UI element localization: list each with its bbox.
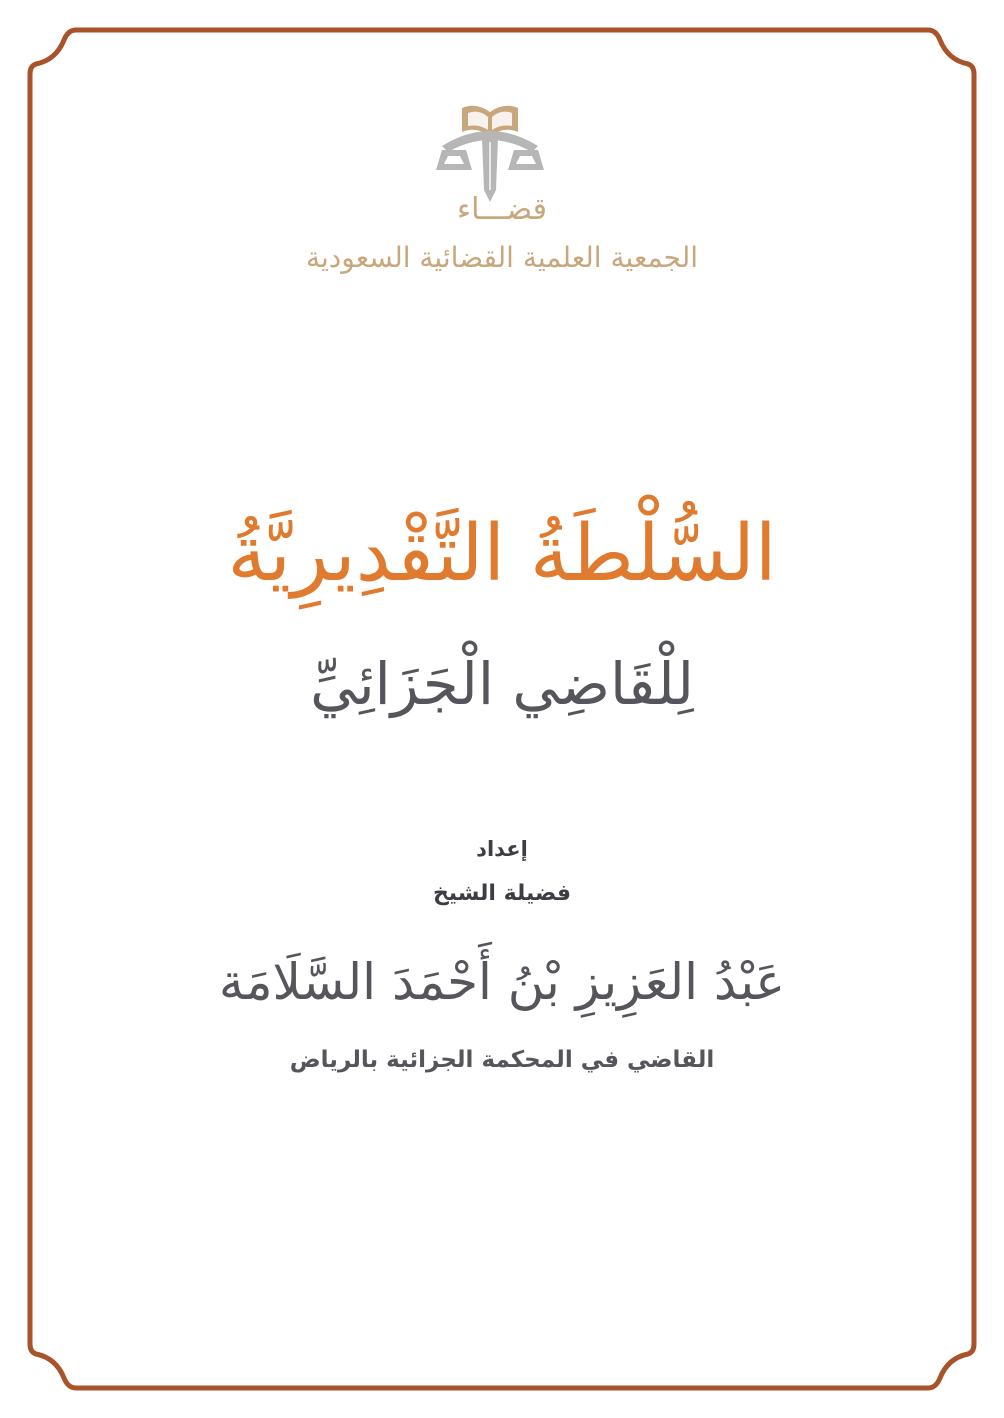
author-role: القاضي في المحكمة الجزائية بالرياض (289, 1047, 715, 1073)
author-name: عَبْدُ العَزِيزِ بْنُ أَحْمَدَ السَّلَامَة (218, 953, 786, 1011)
book-title: السُّلْطَةُ التَّقْدِيرِيَّةُ (227, 509, 777, 599)
logo-wordmark: قضـــاء (457, 192, 547, 227)
prepared-by-label: إعداد (476, 837, 528, 861)
book-subtitle: لِلْقَاضِي الْجَزَائِيِّ (310, 650, 694, 718)
organization-name: الجمعية العلمية القضائية السعودية (305, 241, 699, 274)
author-honorific: فضيلة الشيخ (432, 881, 572, 906)
